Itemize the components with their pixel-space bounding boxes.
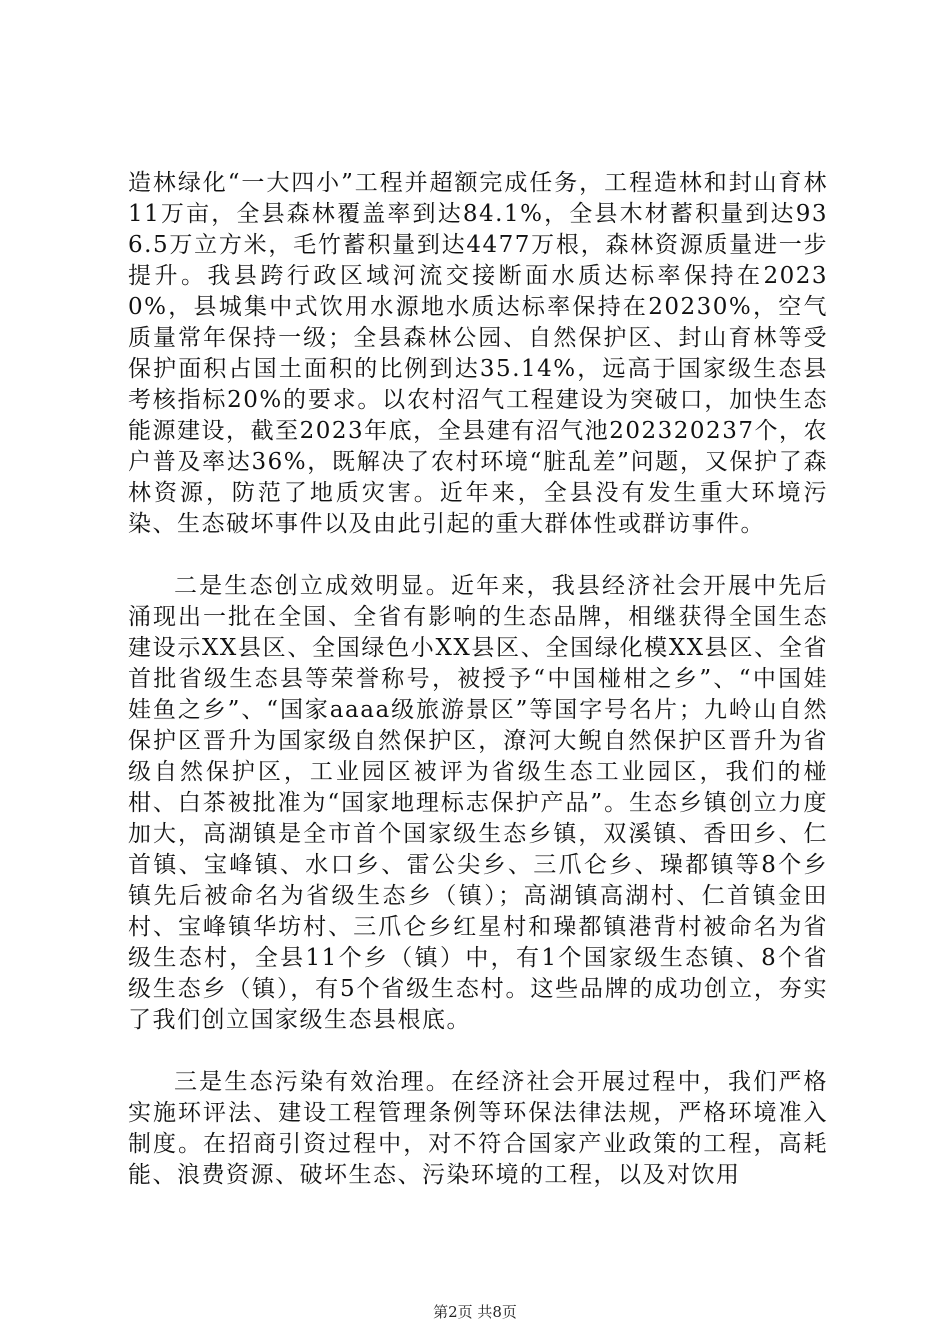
page-number-footer: 第2页 共8页	[433, 1303, 517, 1321]
paragraph-pollution-control: 三是生态污染有效治理。在经济社会开展过程中，我们严格实施环评法、建设工程管理条例等环保法律法规，严格环境准入制度。在招商引资过程中，对不符合国家产业政策的工程，高耗能、浪费资源、破坏生态、污染环境的工程，以及对饮用	[128, 1069, 828, 1188]
document-body	[128, 168, 828, 1191]
paragraph-forestry-summary: 造林绿化“一大四小”工程并超额完成任务，工程造林和封山育林11万亩，全县森林覆盖率到达84.1%，全县木材蓄积量到达936.5万立方米，毛竹蓄积量到达4477万根，森林资源质量进一步提升。我县跨行政区域河流交接断面水质达标率保持在20230%，县城集中式饮用水源地水质达标率保持在20230%，空气质量常年保持一级；全县森林公园、自然保护区、封山育林等受保护面积占国土面积的比例到达35.14%，远高于国家级生态县考核指标20%的要求。以农村沼气工程建设为突破口，加快生态能源建设，截至2023年底，全县建有沼气池202320237个，农户普及率达36%，既解决了农村环境“脏乱差”问题，又保护了森林资源，防范了地质灾害。近年来，全县没有发生重大环境污染、生态破坏事件以及由此引起的重大群体性或群访事件。	[128, 170, 828, 537]
paragraph-ecological-creation: 二是生态创立成效明显。近年来，我县经济社会开展中先后涌现出一批在全国、全省有影响的生态品牌，相继获得全国生态建设示XX县区、全国绿色小XX县区、全国绿化模XX县区、全省首批省级生态县等荣誉称号，被授予“中国椪柑之乡”、“中国娃娃鱼之乡”、“国家aaaa级旅游景区”等国字号名片；九岭山自然保护区晋升为国家级自然保护区，潦河大鲵自然保护区晋升为省级自然保护区，工业园区被评为省级生态工业园区，我们的椪柑、白茶被批准为“国家地理标志保护产品”。生态乡镇创立力度加大，高湖镇是全市首个国家级生态乡镇，双溪镇、香田乡、仁首镇、宝峰镇、水口乡、雷公尖乡、三爪仑乡、璪都镇等8个乡镇先后被命名为省级生态乡（镇）；高湖镇高湖村、仁首镇金田村、宝峰镇华坊村、三爪仑乡红星村和璪都镇港背村被命名为省级生态村，全县11个乡（镇）中，有1个国家级生态镇、8个省级生态乡（镇），有5个省级生态村。这些品牌的成功创立，夯实了我们创立国家级生态县根底。	[128, 573, 828, 1033]
